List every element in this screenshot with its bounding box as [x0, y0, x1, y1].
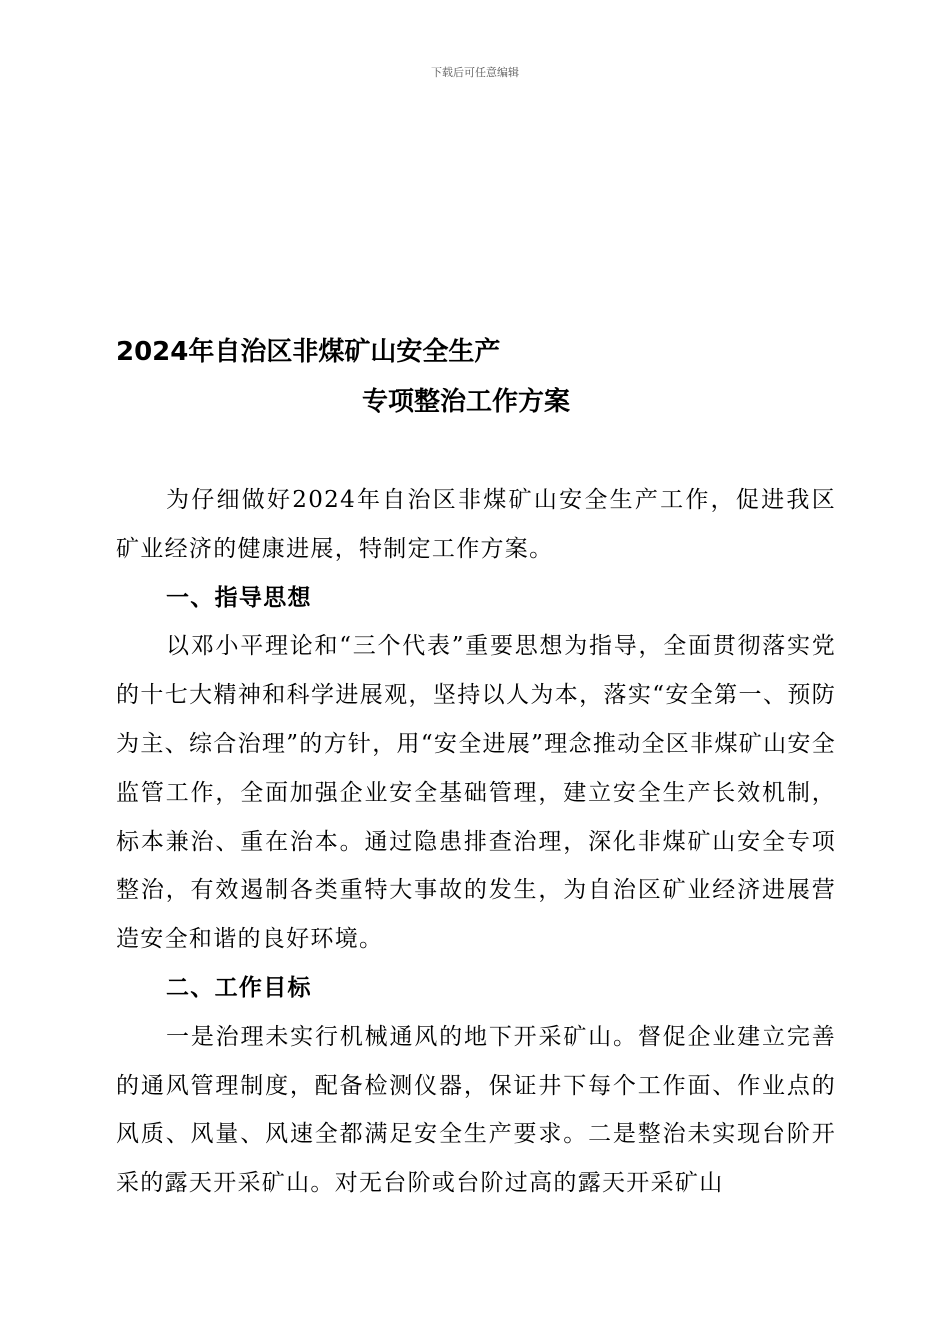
section-heading: 二、工作目标 — [166, 974, 312, 1001]
body-paragraph: 一是治理未实行机械通风的地下开采矿山。督促企业建立完善的通风管理制度，配备检测仪器，保证井下每个工作面、作业点的风质、风量、风速全都满足安全生产要求。二是整治未实现台阶开采的露天开采矿山。对无台阶或台阶过高的露天开采矿山 — [116, 1023, 836, 1197]
body-paragraph: 以邓小平理论和“三个代表”重要思想为指导，全面贯彻落实党的十七大精神和科学进展观，坚持以人为本，落实“安全第一、预防为主、综合治理”的方针，用“安全进展”理念推动全区非煤矿山安全监管工作，全面加强企业安全基础管理，建立安全生产长效机制，标本兼治、重在治本。通过隐患排查治理，深化非煤矿山安全专项整治，有效遏制各类重特大事故的发生，为自治区矿业经济进展营造安全和谐的良好环境。 — [116, 633, 836, 953]
document-title-line-2: 专项整治工作方案 — [362, 387, 571, 417]
document-title-line-1: 2024年自治区非煤矿山安全生产 — [116, 337, 501, 367]
intro-paragraph: 为仔细做好2024年自治区非煤矿山安全生产工作，促进我区矿业经济的健康进展，特制定工作方案。 — [116, 487, 836, 562]
document-body — [116, 476, 836, 1208]
page-header-note: 下载后可任意编辑 — [431, 66, 519, 79]
section-heading: 一、指导思想 — [166, 584, 312, 611]
